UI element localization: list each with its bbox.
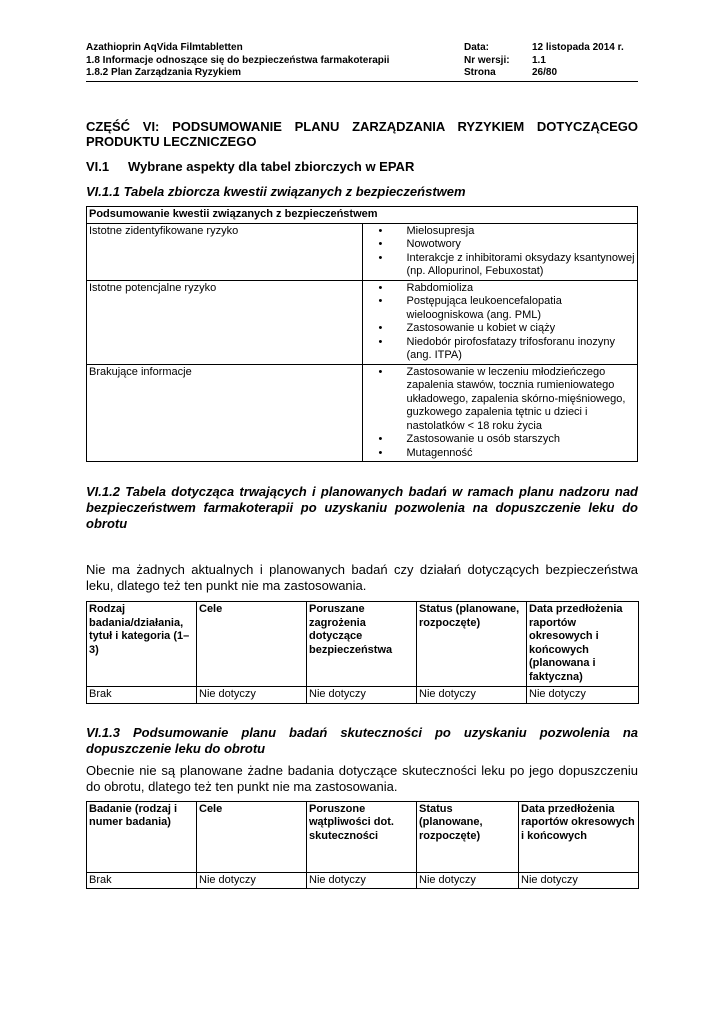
- row-label: Istotne zidentyfikowane ryzyko: [87, 223, 363, 280]
- header-submodule: 1.8.2 Plan Zarządzania Ryzykiem: [86, 67, 242, 78]
- section-vi12-paragraph: Nie ma żadnych aktualnych i planowanych badań czy działań dotyczących bezpieczeństwa leku, dlatego też ten punkt nie ma zastosowania.: [86, 562, 638, 593]
- efficacy-studies-table: [86, 801, 639, 890]
- table-cell: Brak: [87, 687, 197, 704]
- header-module: 1.8 Informacje odnoszące się do bezpieczeństwa farmakoterapii: [86, 54, 390, 66]
- bullet-list: [365, 225, 636, 279]
- column-header: Cele: [197, 801, 307, 872]
- column-header: Cele: [197, 602, 307, 687]
- document-page: [86, 42, 638, 889]
- table-header-row: [87, 801, 639, 872]
- table-row: [87, 687, 639, 704]
- section-vi13-paragraph: Obecnie nie są planowane żadne badania dotyczące skuteczności leku po jego dopuszczeniu do obrotu, dlatego też ten punkt nie ma zastosowania.: [86, 762, 638, 794]
- header-date: 12 listopada 2014 r.: [532, 42, 624, 53]
- header-page-number: 26/80: [532, 67, 558, 78]
- column-header: Badanie (rodzaj i numer badania): [87, 801, 197, 872]
- list-item: • Nowotwory: [393, 238, 636, 252]
- row-label: Brakujące informacje: [87, 364, 363, 462]
- column-header: Rodzaj badania/działania, tytuł i kategoria (1–3): [87, 602, 197, 687]
- table-header-row: [87, 602, 639, 687]
- list-item: • Mutagenność: [393, 447, 636, 461]
- header-label-date: Data:: [464, 42, 490, 53]
- table-cell: Nie dotyczy: [417, 687, 527, 704]
- header-values: [532, 42, 624, 80]
- table-cell: Nie dotyczy: [197, 687, 307, 704]
- column-header: Poruszone wątpliwości dot. skuteczności: [307, 801, 417, 872]
- row-items: [362, 280, 638, 364]
- table-cell: Nie dotyczy: [197, 872, 307, 889]
- list-item: • Zastosowanie w leczeniu młodzieńczego zapalenia stawów, tocznia rumieniowatego układowego, zapalenia skórno-mięśniowego, guzkowego zapalenia tętnic u dzieci i nastolatków < 18 roku życia: [393, 366, 636, 434]
- row-label: Istotne potencjalne ryzyko: [87, 280, 363, 364]
- bullet-list: [365, 282, 636, 363]
- table-header-row: [87, 207, 638, 224]
- list-item: • Interakcje z inhibitorami oksydazy ksantynowej (np. Allopurinol, Febuxostat): [393, 252, 636, 279]
- list-item: • Zastosowanie u osób starszych: [393, 433, 636, 447]
- safety-summary-header: Podsumowanie kwestii związanych z bezpieczeństwem: [87, 207, 638, 224]
- row-items: [362, 364, 638, 462]
- list-item: • Mielosupresja: [393, 225, 636, 239]
- list-item: • Zastosowanie u kobiet w ciąży: [393, 322, 636, 336]
- column-header: Poruszane zagrożenia dotyczące bezpieczeństwa: [307, 602, 417, 687]
- table-cell: Nie dotyczy: [307, 687, 417, 704]
- page-header: [86, 42, 638, 82]
- table-row: [87, 364, 638, 462]
- table-cell: Brak: [87, 872, 197, 889]
- list-item: • Rabdomioliza: [393, 282, 636, 296]
- section-vi12-heading: VI.1.2 Tabela dotycząca trwających i planowanych badań w ramach planu nadzoru nad bezpieczeństwem farmakoterapii po uzyskaniu pozwolenia na dopuszczenie leku do obrotu: [86, 484, 638, 531]
- header-divider: [86, 81, 638, 82]
- section-vi1-heading: [86, 159, 638, 174]
- bullet-list: [365, 366, 636, 461]
- section-vi11-heading: VI.1.1 Tabela zbiorcza kwestii związanych z bezpieczeństwem: [86, 184, 466, 199]
- header-document-info: [86, 42, 389, 80]
- column-header: Status (planowane, rozpoczęte): [417, 801, 519, 872]
- section-vi13-heading: VI.1.3 Podsumowanie planu badań skuteczności po uzyskaniu pozwolenia na dopuszczenie leku do obrotu: [86, 724, 638, 756]
- table-row: [87, 280, 638, 364]
- header-label-page: Strona: [464, 67, 496, 78]
- header-version: 1.1: [532, 54, 546, 66]
- header-label-version: Nr wersji:: [464, 54, 510, 66]
- row-items: [362, 223, 638, 280]
- header-product-name: Azathioprin AqVida Filmtabletten: [86, 42, 243, 53]
- table-cell: Nie dotyczy: [417, 872, 519, 889]
- table-cell: Nie dotyczy: [307, 872, 417, 889]
- part-title: CZĘŚĆ VI: PODSUMOWANIE PLANU ZARZĄDZANIA RYZYKIEM DOTYCZĄCEGO PRODUKTU LECZNICZEGO: [86, 119, 638, 149]
- column-header: Status (planowane, rozpoczęte): [417, 602, 527, 687]
- table-cell: Nie dotyczy: [519, 872, 639, 889]
- table-row: [87, 872, 639, 889]
- list-item: • Niedobór pirofosfatazy trifosforanu inozyny (ang. ITPA): [393, 336, 636, 363]
- table-cell: Nie dotyczy: [527, 687, 639, 704]
- section-vi1-number: VI.1: [86, 159, 110, 174]
- section-vi1-title: Wybrane aspekty dla tabel zbiorczych w EPAR: [128, 159, 415, 174]
- ongoing-studies-table: [86, 601, 639, 704]
- safety-summary-table: [86, 206, 638, 462]
- list-item: • Postępująca leukoencefalopatia wieloogniskowa (ang. PML): [393, 295, 636, 322]
- table-row: [87, 223, 638, 280]
- header-labels: [464, 42, 510, 80]
- column-header: Data przedłożenia raportów okresowych i końcowych (planowana i faktyczna): [527, 602, 639, 687]
- column-header: Data przedłożenia raportów okresowych i końcowych: [519, 801, 639, 872]
